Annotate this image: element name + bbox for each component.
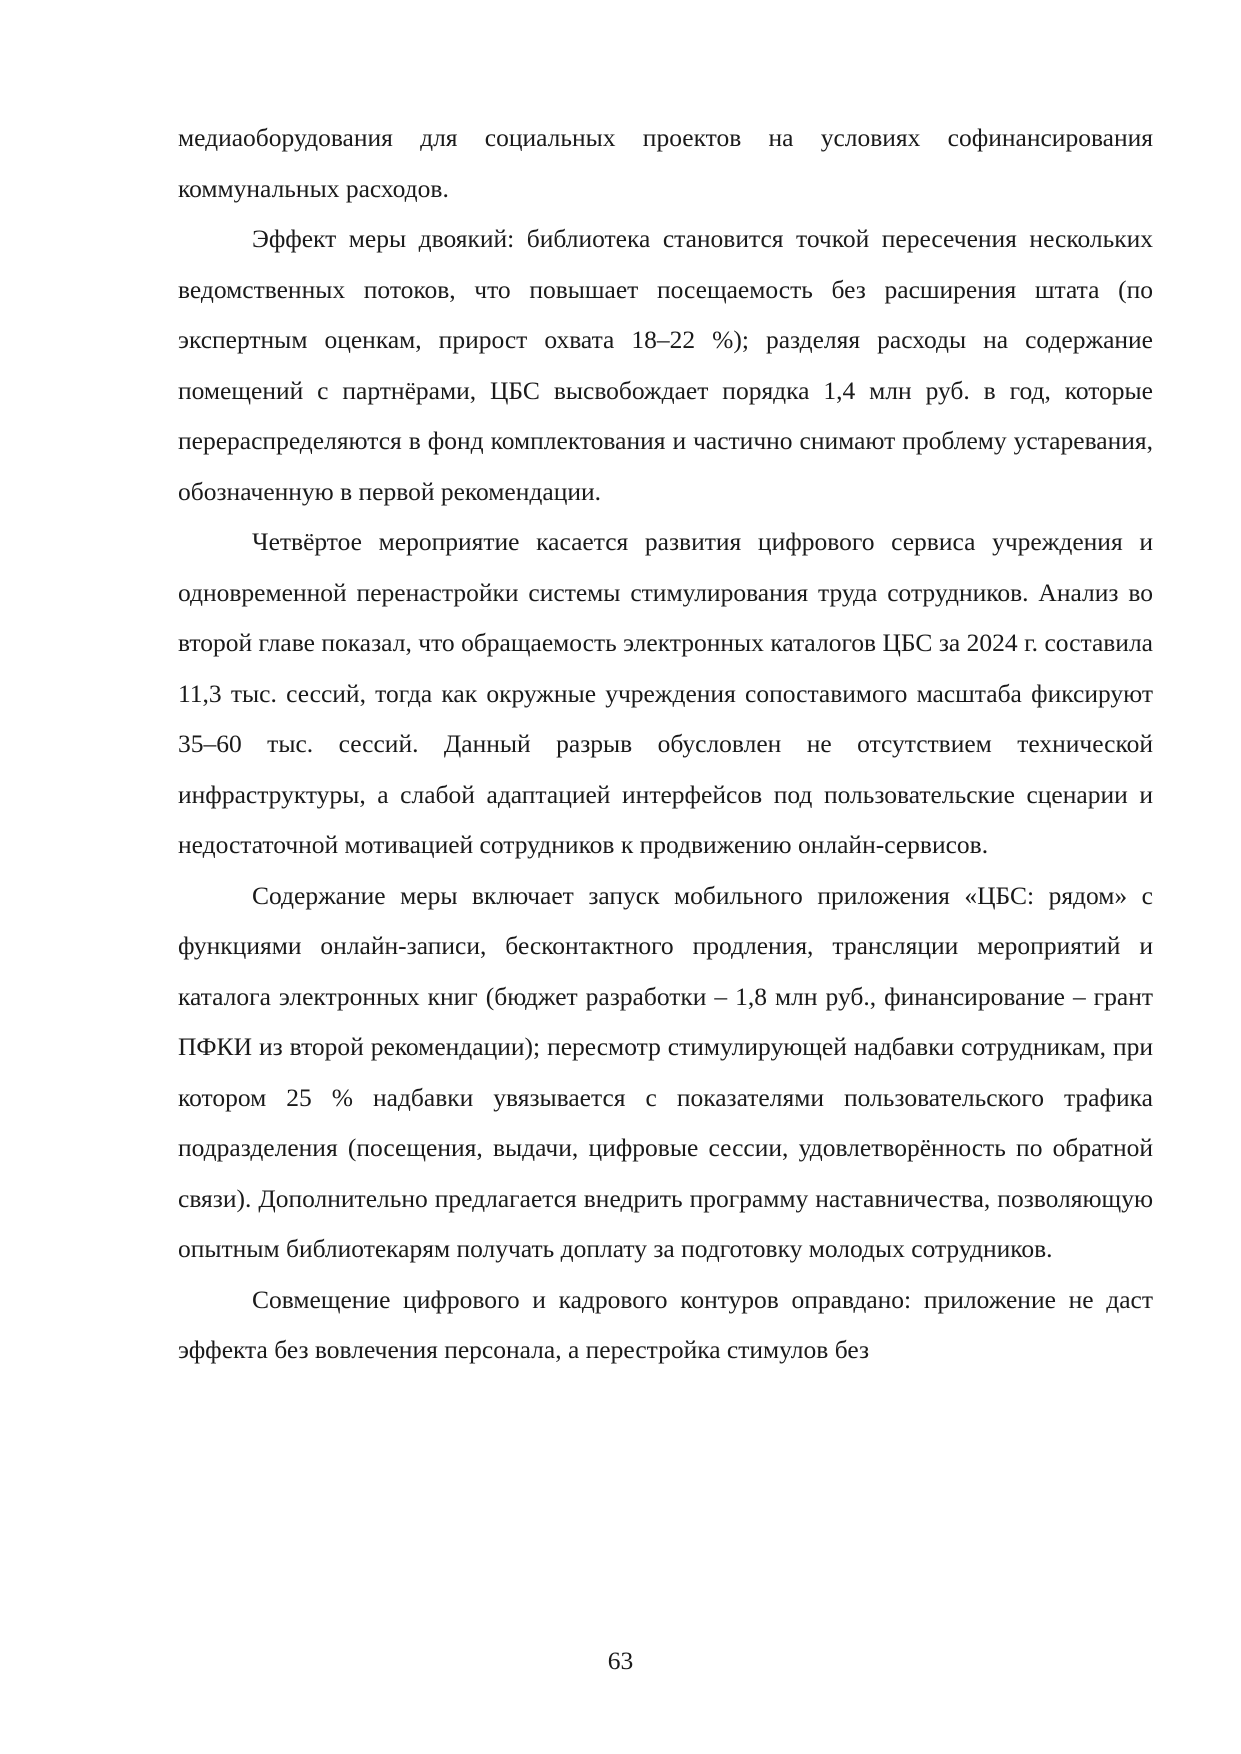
page-number: 63 [607,1646,634,1675]
paragraph-effect: Эффект меры двоякий: библиотека становится точкой пересечения нескольких ведомственных потоков, что повышает посещаемость без расширения штата (по экспертным оценкам, прирост охвата 18–22 %); разделяя расходы на содержание помещений с партнёрами, ЦБС высвобождает порядка 1,4 млн руб. в год, которые перераспределяются в фонд комплектования и частично снимают проблему устаревания, обозначенную в первой рекомендации. [178,224,1153,506]
paragraph-continuation: медиаоборудования для социальных проектов на условиях софинансирования коммунальных расходов. [178,123,1153,203]
paragraph-fourth-measure: Четвёртое мероприятие касается развития цифрового сервиса учреждения и одновременной перенастройки системы стимулирования труда сотрудников. Анализ во второй главе показал, что обращаемость электронных каталогов ЦБС за 2024 г. составила 11,3 тыс. сессий, тогда как окружные учреждения сопоставимого масштаба фиксируют 35–60 тыс. сессий. Данный разрыв обусловлен не отсутствием технической инфраструктуры, а слабой адаптацией интерфейсов под пользовательские сценарии и недостаточной мотивацией сотрудников к продвижению онлайн-сервисов. [178,527,1153,859]
paragraph-combination: Совмещение цифрового и кадрового контуров оправдано: приложение не даст эффекта без вовлечения персонала, а перестройка стимулов без [178,1284,1153,1364]
body-text [178,113,1153,1376]
paragraph-measure-content: Содержание меры включает запуск мобильного приложения «ЦБС: рядом» с функциями онлайн-записи, бесконтактного продления, трансляции мероприятий и каталога электронных книг (бюджет разработки – 1,8 млн руб., финансирование – грант ПФКИ из второй рекомендации); пересмотр стимулирующей надбавки сотрудникам, при котором 25 % надбавки увязывается с показателями пользовательского трафика подразделения (посещения, выдачи, цифровые сессии, удовлетворённость по обратной связи). Дополнительно предлагается внедрить программу наставничества, позволяющую опытным библиотекарям получать доплату за подготовку молодых сотрудников. [178,880,1153,1263]
